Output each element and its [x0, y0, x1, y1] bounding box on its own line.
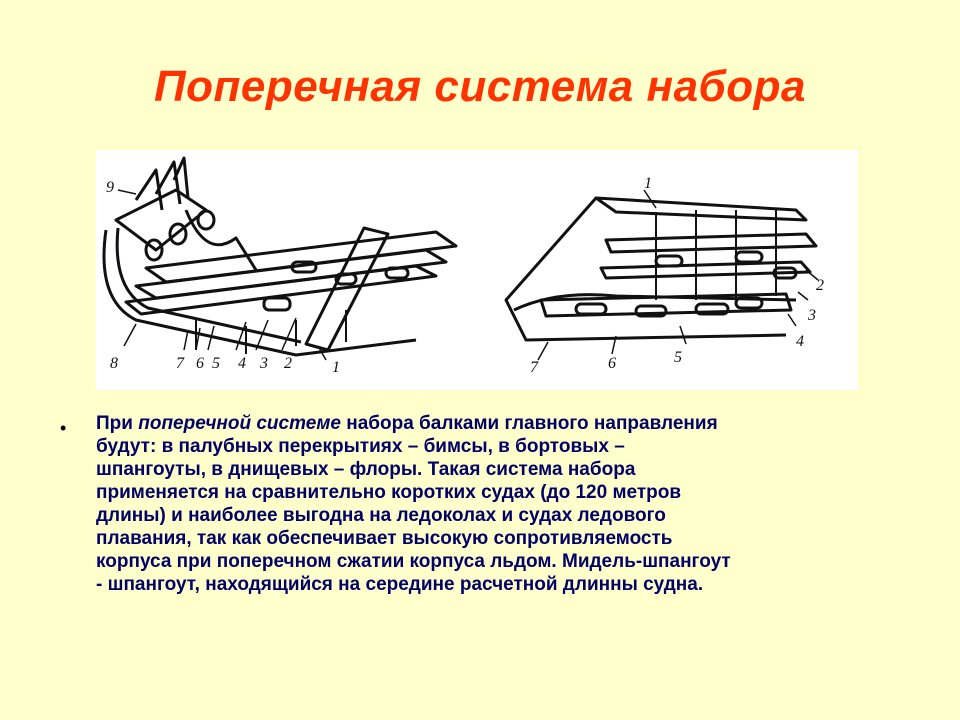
- left-framing-drawing: [104, 158, 456, 360]
- label-left-8: 8: [110, 355, 118, 372]
- bullet-line-6: плавания, так как обеспечивает высокую сопротивляемость: [96, 528, 673, 549]
- framing-drawings: [96, 150, 858, 390]
- bullet-line1-rest: набора балками главного направления: [340, 413, 718, 434]
- label-right-3: 3: [808, 307, 816, 324]
- bullet-paragraph: [96, 412, 936, 596]
- label-right-4: 4: [796, 333, 804, 350]
- label-right-5: 5: [674, 349, 682, 366]
- label-right-2: 2: [816, 277, 824, 294]
- label-right-1: 1: [644, 175, 652, 192]
- label-left-4: 4: [238, 355, 246, 372]
- label-left-3: 3: [260, 355, 268, 372]
- label-left-7: 7: [176, 355, 184, 372]
- label-left-1: 1: [332, 359, 340, 376]
- bullet-emphasis: поперечной системе: [138, 413, 341, 434]
- bullet-marker: •: [60, 418, 67, 438]
- bullet-line-4: применяется на сравнительно коротких судах (до 120 метров: [96, 482, 682, 503]
- right-framing-drawing: [506, 190, 818, 360]
- label-right-6: 6: [608, 355, 616, 372]
- label-left-9: 9: [106, 179, 114, 196]
- bullet-line-8: - шпангоут, находящийся на середине расчетной длинны судна.: [96, 574, 704, 595]
- hull-framing-figure: [96, 150, 858, 390]
- label-left-6: 6: [196, 355, 204, 372]
- label-left-5: 5: [212, 355, 220, 372]
- bullet-line-2: будут: в палубных перекрытиях – бимсы, в бортовых –: [96, 436, 625, 457]
- label-right-7: 7: [530, 359, 538, 376]
- bullet-line-7: корпуса при поперечном сжатии корпуса льдом. Мидель-шпангоут: [96, 551, 731, 572]
- bullet-line-1: [96, 412, 936, 435]
- slide-title: Поперечная система набора: [153, 62, 807, 111]
- label-left-2: 2: [284, 355, 292, 372]
- bullet-line-5: длины) и наиболее выгодна на ледоколах и судах ледового: [96, 505, 666, 526]
- bullet-lead: При: [96, 413, 139, 434]
- bullet-line-3: шпангоуты, в днищевых – флоры. Такая система набора: [96, 459, 636, 480]
